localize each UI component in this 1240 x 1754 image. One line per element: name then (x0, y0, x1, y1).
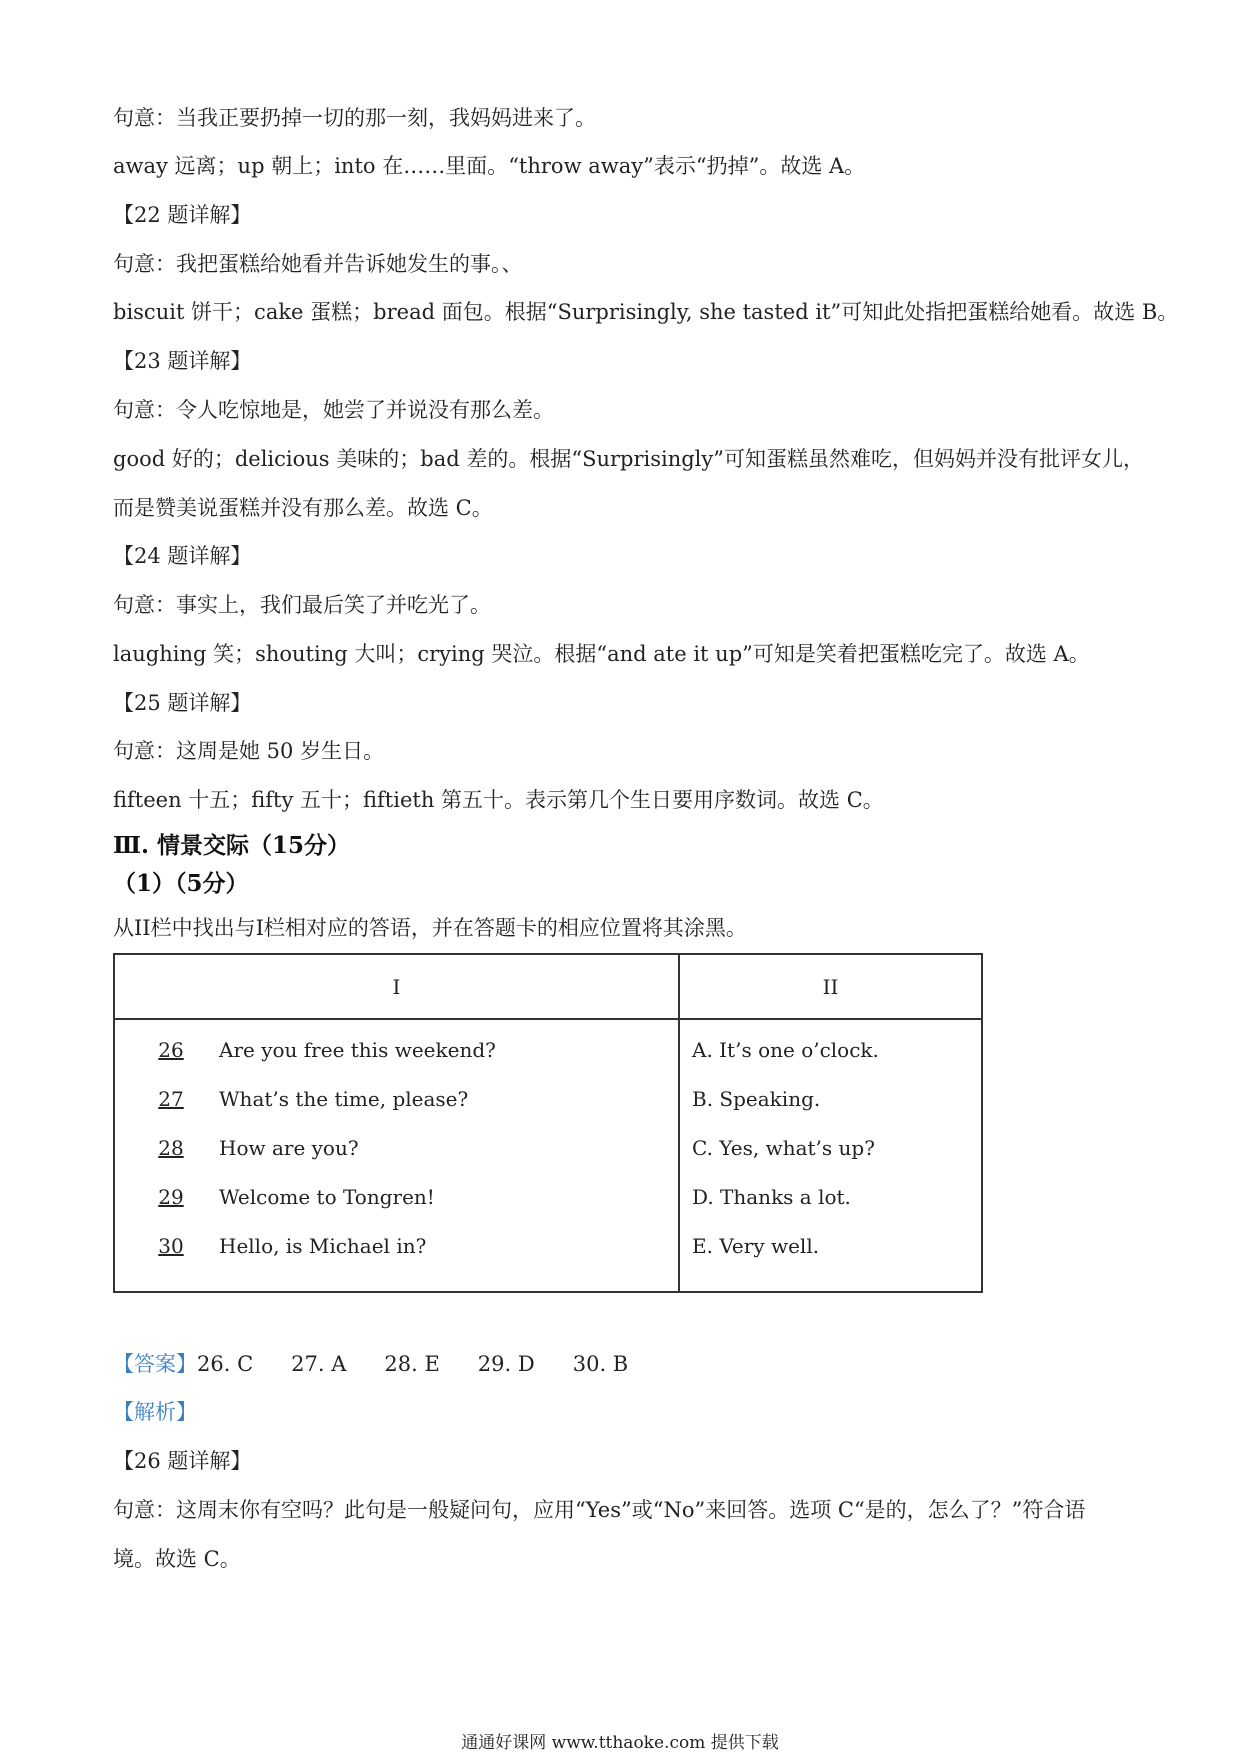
question-item (127, 1232, 678, 1281)
explanation-22: biscuit 饼干；cake 蛋糕；bread 面包。根据“Surprisingly, she tasted it”可知此处指把蛋糕给她看。故选 B。 (113, 300, 1179, 324)
option-item: C. Yes, what’s up? (692, 1136, 875, 1160)
section-part: （1）（5分） (113, 870, 249, 897)
option-item: D. Thanks a lot. (692, 1185, 851, 1209)
heading-q26: 【26 题详解】 (113, 1449, 252, 1473)
page-footer: 通通好课网 www.tthaoke.com 提供下载 (461, 1733, 779, 1753)
heading-q23: 【23 题详解】 (113, 349, 252, 373)
question-text: What’s the time, please? (219, 1087, 469, 1111)
option-item: B. Speaking. (692, 1087, 821, 1111)
explanation-23-line1: good 好的；delicious 美味的；bad 差的。根据“Surprisingly”可知蛋糕虽然难吃，但妈妈并没有批评女儿， (113, 447, 1144, 471)
question-item (127, 1183, 678, 1232)
question-item (127, 1085, 678, 1134)
options-cell (679, 1019, 982, 1292)
question-text: Hello, is Michael in? (219, 1234, 427, 1258)
answer-blank: 26 (158, 1038, 184, 1062)
question-text: How are you? (219, 1136, 359, 1160)
answer-item: 26. C (197, 1352, 254, 1376)
answer-blank: 28 (158, 1136, 184, 1160)
explanation-26-line2: 境。故选 C。 (113, 1547, 241, 1571)
explanation-24: laughing 笑；shouting 大叫；crying 哭泣。根据“and ate it up”可知是笑着把蛋糕吃完了。故选 A。 (113, 642, 1090, 666)
answer-item: 28. E (384, 1352, 440, 1376)
explanation-21: away 远离；up 朝上；into 在……里面。“throw away”表示“扔掉”。故选 A。 (113, 154, 866, 178)
question-item (127, 1134, 678, 1183)
sentence-meaning-22: 句意：我把蛋糕给她看并告诉她发生的事。、 (113, 252, 523, 276)
answer-blank: 29 (158, 1185, 184, 1209)
section-instruction: 从II栏中找出与I栏相对应的答语，并在答题卡的相应位置将其涂黑。 (113, 916, 747, 940)
option-item: E. Very well. (692, 1234, 820, 1258)
questions-cell (114, 1019, 679, 1292)
sentence-meaning-21: 句意：当我正要扔掉一切的那一刻，我妈妈进来了。 (113, 106, 596, 130)
answer-item: 29. D (477, 1352, 535, 1376)
heading-q22: 【22 题详解】 (113, 203, 252, 227)
column-header-i: I (114, 954, 679, 1019)
answer-item: 30. B (572, 1352, 629, 1376)
answer-label: 【答案】 (113, 1352, 197, 1376)
column-header-ii: II (679, 954, 982, 1019)
heading-q25: 【25 题详解】 (113, 691, 252, 715)
explanation-25: fifteen 十五；fifty 五十；fiftieth 第五十。表示第几个生日要用序数词。故选 C。 (113, 788, 884, 812)
sentence-meaning-23: 句意：令人吃惊地是，她尝了并说没有那么差。 (113, 398, 554, 422)
answer-blank: 30 (158, 1234, 184, 1258)
question-text: Are you free this weekend? (219, 1038, 496, 1062)
answer-blank: 27 (158, 1087, 184, 1111)
question-text: Welcome to Tongren! (219, 1185, 435, 1209)
explanation-26-line1: 句意：这周末你有空吗？此句是一般疑问句，应用“Yes”或“No”来回答。选项 C“是的，怎么了？”符合语 (113, 1498, 1086, 1522)
explanation-23-line2: 而是赞美说蛋糕并没有那么差。故选 C。 (113, 496, 493, 520)
heading-q24: 【24 题详解】 (113, 544, 252, 568)
matching-table (113, 953, 983, 1293)
answer-item: 27. A (291, 1352, 347, 1376)
section-title: Ⅲ. 情景交际（15分） (113, 832, 351, 859)
option-item: A. It’s one o’clock. (692, 1038, 879, 1062)
sentence-meaning-24: 句意：事实上，我们最后笑了并吃光了。 (113, 593, 491, 617)
sentence-meaning-25: 句意：这周是她 50 岁生日。 (113, 739, 385, 763)
answer-line (113, 1350, 666, 1378)
question-item (127, 1036, 678, 1085)
analysis-label: 【解析】 (113, 1400, 197, 1424)
